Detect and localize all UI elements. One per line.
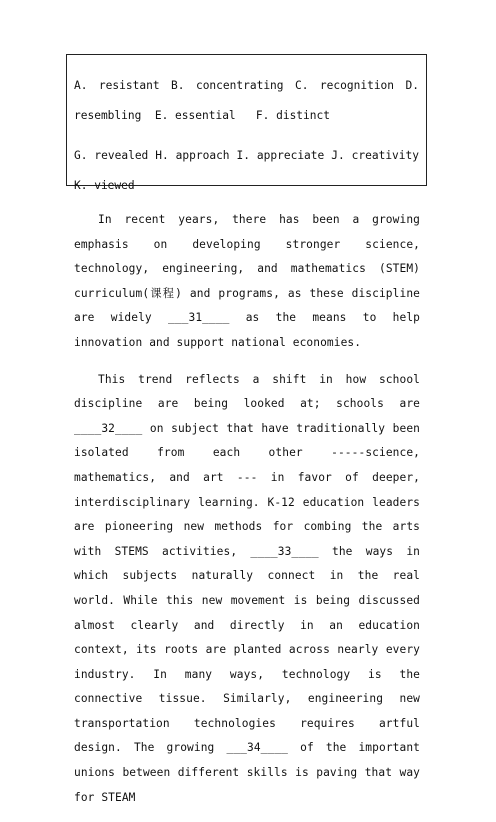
word-bank-row-4: [74, 171, 419, 201]
option-d-letter: D.: [405, 79, 419, 92]
paragraph-2: This trend reflects a shift in how school discipline are being looked at; schools are ____32____ on subject that have traditionally been isolated from each other -----science, mathematics, and art --- in favor of deeper, interdisciplinary learning. K-12 education leaders are pioneering new methods for combing the arts with STEMS activities, ____33____ the ways in which subjects naturally connect in the real world. While this new movement is being discussed almost clearly and directly in an education context, its roots are planted across nearly every industry. In many ways, technology is the connective tissue. Similarly, engineering new transportation technologies requires artful design. The growing ___34____ of the important unions between different skills is paving that way for STEAM: [74, 372, 420, 804]
option-d-word: resembling: [74, 109, 142, 122]
option-j: J. creativity: [331, 149, 420, 162]
reading-passage: [74, 208, 420, 822]
option-h: H. approach: [155, 149, 230, 162]
option-g: G. revealed: [74, 149, 149, 162]
option-e: E. essential: [154, 109, 236, 122]
option-f: F. distinct: [255, 109, 330, 122]
word-bank-box: [66, 54, 427, 192]
option-b: B. concentrating: [171, 79, 284, 92]
word-bank-row-1: [74, 71, 419, 101]
option-k: K. viewed: [74, 179, 135, 192]
word-bank-row-3: [74, 141, 419, 171]
option-a: A. resistant: [74, 79, 160, 92]
paragraph-1: In recent years, there has been a growing emphasis on developing stronger science, technology, engineering, and mathematics (STEM) curriculum(课程) and programs, as these discipline are widely ___31____ as the means to help innovation and support national economies.: [74, 213, 420, 349]
option-i: I. appreciate: [236, 149, 325, 162]
option-c: C. recognition: [295, 79, 395, 92]
word-bank-row-2: [74, 101, 419, 131]
